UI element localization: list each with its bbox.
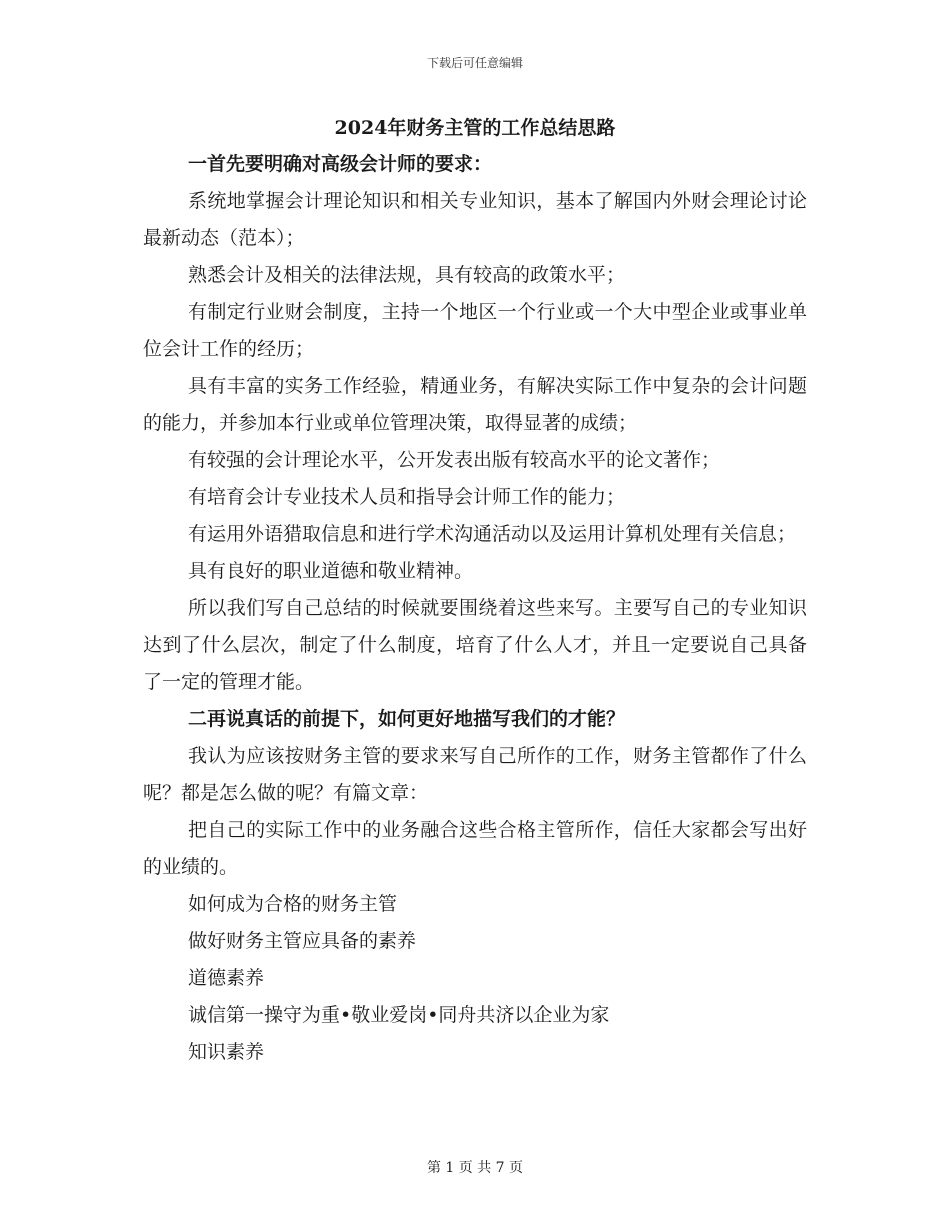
section-heading-2: 二再说真话的前提下，如何更好地描写我们的才能？ [188,708,626,730]
page-number: 第 1 页 共 7 页 [426,1160,524,1176]
paragraph: 有培育会计专业技术人员和指导会计师工作的能力； [188,486,626,508]
list-line: 诚信第一操守为重•敬业爱岗•同舟共济以企业为家 [188,1004,610,1026]
list-line: 道德素养 [188,967,265,989]
paragraph: 我认为应该按财务主管的要求来写自己所作的工作，财务主管都作了什么呢？都是怎么做的呢？有篇文章： [143,745,807,804]
paragraph: 把自己的实际工作中的业务融合这些合格主管所作，信任大家都会写出好的业绩的。 [143,819,807,878]
paragraph: 具有丰富的实务工作经验，精通业务，有解决实际工作中复杂的会计问题的能力，并参加本行业或单位管理决策，取得显著的成绩； [143,375,807,434]
document-title: 2024年财务主管的工作总结思路 [334,117,616,139]
paragraph: 熟悉会计及相关的法律法规，具有较高的政策水平； [188,264,626,286]
section-heading-1: 一首先要明确对高级会计师的要求： [188,153,493,175]
paragraph: 有制定行业财会制度，主持一个地区一个行业或一个大中型企业或事业单位会计工作的经历； [143,301,807,360]
paragraph: 所以我们写自己总结的时候就要围绕着这些来写。主要写自己的专业知识达到了什么层次，制定了什么制度，培育了什么人才，并且一定要说自己具备了一定的管理才能。 [143,597,807,693]
list-line: 做好财务主管应具备的素养 [188,930,417,952]
paragraph: 有运用外语猎取信息和进行学术沟通活动以及运用计算机处理有关信息； [188,523,797,545]
page-header-note: 下载后可任意编辑 [426,56,523,70]
paragraph: 系统地掌握会计理论知识和相关专业知识，基本了解国内外财会理论讨论最新动态（范本）； [143,190,807,249]
list-line: 如何成为合格的财务主管 [188,893,398,915]
paragraph: 具有良好的职业道德和敬业精神。 [188,560,474,582]
list-line: 知识素养 [188,1041,265,1063]
document-body [143,110,807,1071]
paragraph: 有较强的会计理论水平，公开发表出版有较高水平的论文著作； [188,449,721,471]
